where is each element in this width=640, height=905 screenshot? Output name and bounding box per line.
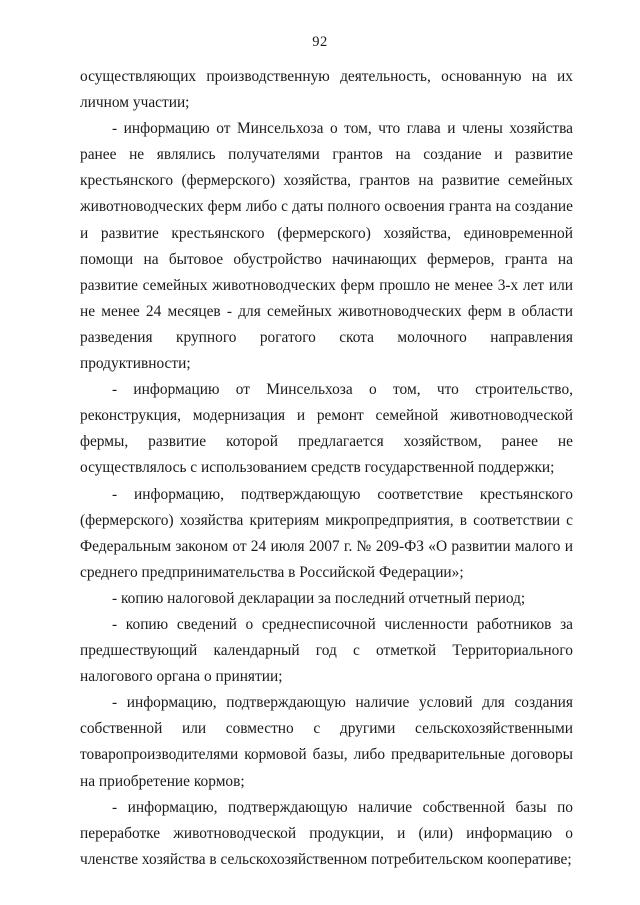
paragraph-headcount: - копию сведений о среднесписочной численности работников за предшествующий календарный год с отметкой Территориального налогового органа о принятии; [80,615,573,686]
paragraph-feed-base: - информацию, подтверждающую наличие условий для создания собственной или совместно с другими сельскохозяйственными товаропроизводителями кормовой базы, либо предварительные договоры на приобретение кормов; [80,694,573,790]
document-body [80,64,573,873]
page-number: 92 [312,34,328,50]
paragraph-minselkhoz-grants: - информацию от Минсельхоза о том, что глава и члены хозяйства ранее не являлись получателями грантов на создание и развитие крестьянского (фермерского) хозяйства, грантов на развитие семейных животноводческих ферм либо с даты полного освоения гранта на создание и развитие крестьянского (фермерского) хозяйства, единовременной помощи на бытовое обустройство начинающих фермеров, гранта на развитие семейных животноводческих ферм прошло не менее 3-х лет или не менее 24 месяцев - для семейных животноводческих ферм в области разведения крупного рогатого скота молочного направления продуктивности; [80,120,573,373]
paragraph-continuation: осуществляющих производственную деятельность, основанную на их личном участии; [80,68,573,112]
paragraph-minselkhoz-construction: - информацию от Минсельхоза о том, что строительство, реконструкция, модернизация и ремонт семейной животноводческой фермы, развитие которой предлагается хозяйством, ранее не осуществлялось с использованием средств государственной поддержки; [80,381,573,477]
paragraph-processing-base: - информацию, подтверждающую наличие собственной базы по переработке животноводческой продукции, и (или) информацию о членстве хозяйства в сельскохозяйственном потребительском кооперативе; [80,798,573,868]
paragraph-microenterprise-criteria: - информацию, подтверждающую соответствие крестьянского (фермерского) хозяйства критериям микропредприятия, в соответствии с Федеральным законом от 24 июля 2007 г. № 209-ФЗ «О развитии малого и среднего предпринимательства в Российской Федерации»; [80,485,573,581]
paragraph-tax-declaration: - копию налоговой декларации за последний отчетный период; [112,589,526,607]
